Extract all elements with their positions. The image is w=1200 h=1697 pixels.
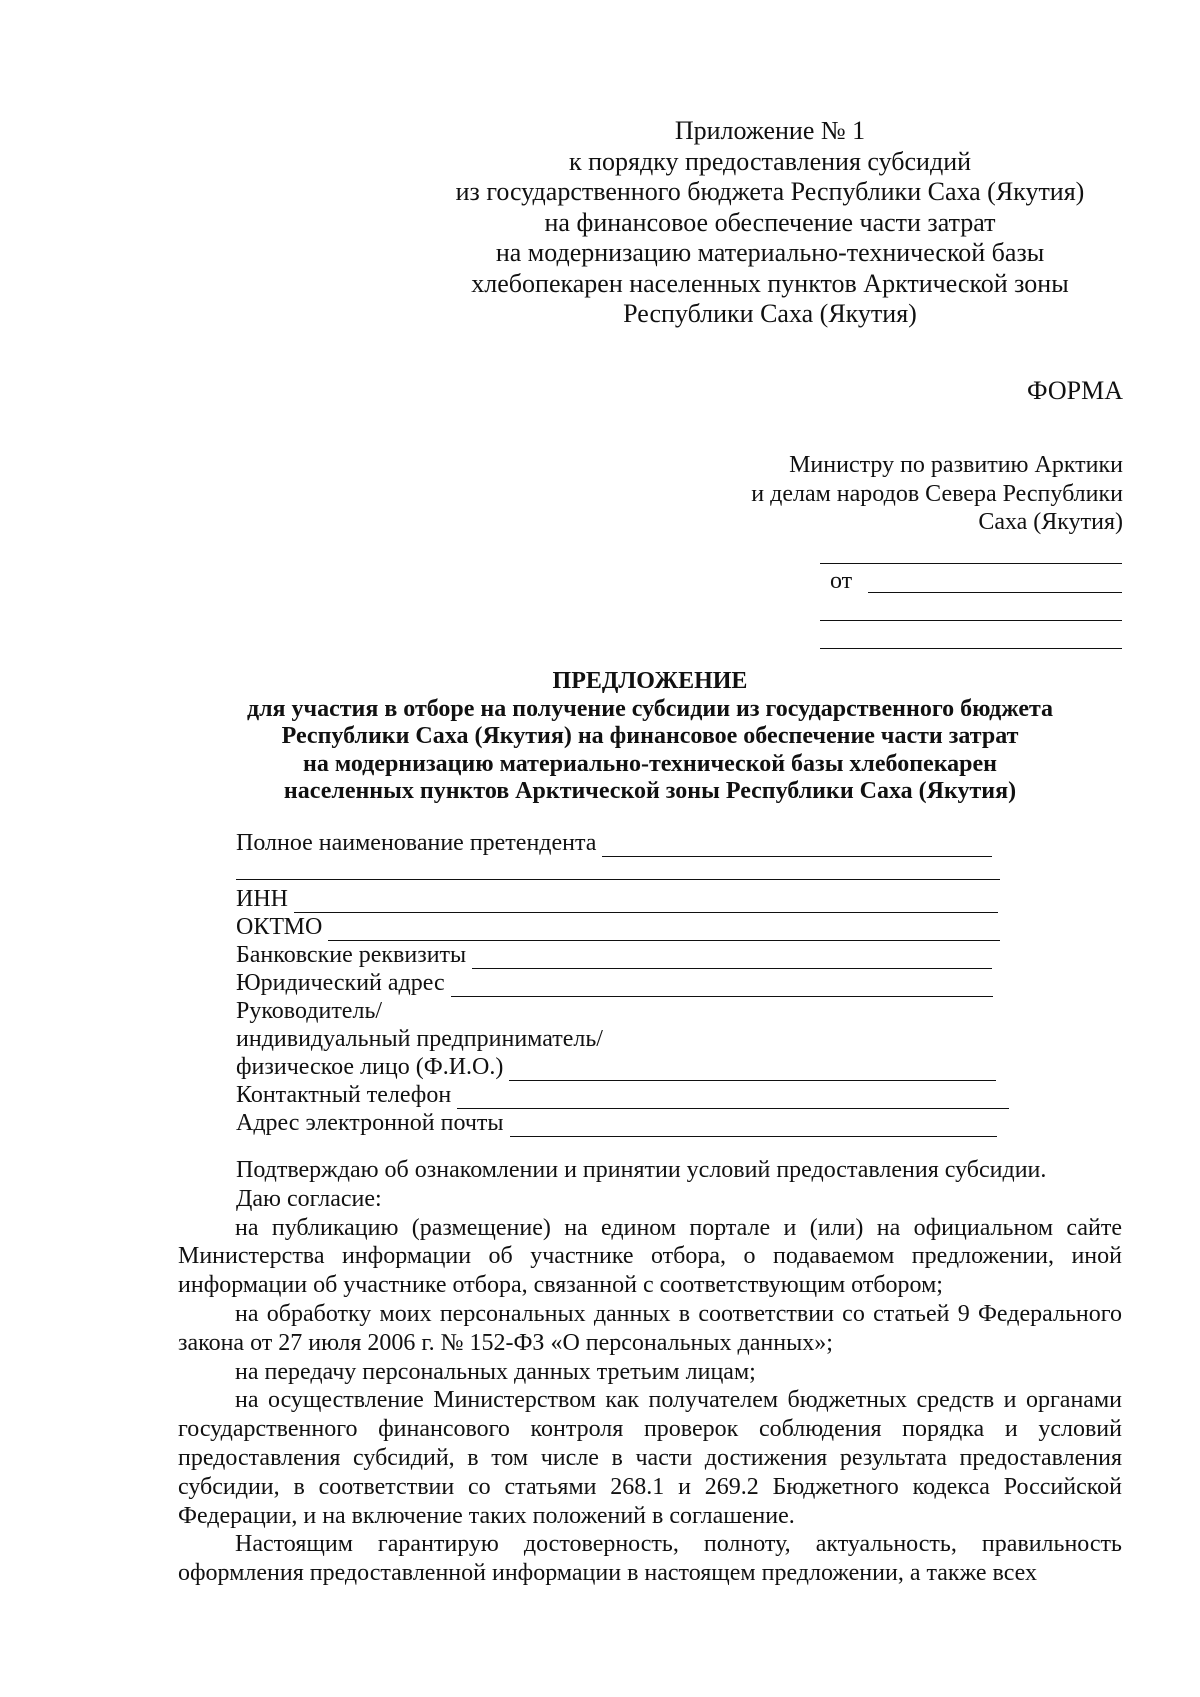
addressee-blank-line [820,563,1122,564]
field-inn [236,885,998,913]
field-label: физическое лицо (Ф.И.О.) [236,1054,504,1080]
consent-paragraph: на передачу персональных данных третьим лицам; [235,1358,756,1385]
full-name-input-line-2[interactable] [236,857,1000,880]
consent-heading: Даю согласие: [236,1185,382,1212]
field-bank [236,941,992,969]
field-label: Контактный телефон [236,1082,452,1108]
field-full-name [236,829,992,857]
field-label: ОКТМО [236,914,323,940]
consent-paragraph: на осуществление Министерством как получателем бюджетных средств и органами государственного финансового контроля проверок соблюдения порядка и условий предоставления субсидий, в том числе в части достижения результата предоставления субсидии, в соответствии со статьями 268.1 и 269.2 Бюджетного кодекса Российской Федерации, и на включение таких положений в соглашение. [178,1387,1122,1529]
legal-address-input-line[interactable] [451,974,993,997]
field-oktmo [236,913,1000,941]
proposal-subtitle-line: для участия в отборе на получение субсидии из государственного бюджета [246,695,1054,722]
inn-input-line[interactable] [294,890,998,913]
field-head-name [236,1053,996,1081]
proposal-subtitle-line: Республики Саха (Якутия) на финансовое обеспечение части затрат [281,723,1019,749]
field-head [236,997,382,1025]
field-label: Юридический адрес [236,970,445,996]
annex-line: на финансовое обеспечение части затрат [544,207,996,237]
consent-body [178,1156,1122,1588]
proposal-subtitle-line: населенных пунктов Арктической зоны Республики Саха (Якутия) [283,778,1017,804]
phone-input-line[interactable] [457,1086,1009,1109]
proposal-title [180,668,1120,806]
consent-paragraph: на публикацию (размещение) на едином портале и (или) на официальном сайте Министерства информации об участнике отбора, о подаваемом предложении, иной информации об участнике отбора, связанной с соответствующим отбором; [178,1214,1122,1299]
head-name-input-line[interactable] [509,1058,996,1081]
consent-paragraph: на обработку моих персональных данных в соответствии со статьей 9 Федерального закона от 27 июля 2006 г. № 152-ФЗ «О персональных данных»; [178,1300,1122,1356]
field-label: Руководитель/ [236,998,383,1024]
from-label: от [830,568,853,594]
annex-line: к порядку предоставления субсидий [568,146,972,176]
addressee-line: и делам народов Севера Республики [751,480,1123,507]
proposal-heading: ПРЕДЛОЖЕНИЕ [552,668,748,694]
field-head-continued [236,1025,603,1053]
full-name-input-line[interactable] [602,834,992,857]
field-phone [236,1081,1009,1109]
annex-line: Приложение № 1 [674,116,866,145]
field-label: Банковские реквизиты [236,942,467,968]
annex-header [380,116,1160,330]
field-email [236,1109,997,1137]
addressee-line: Саха (Якутия) [978,509,1123,535]
bank-input-line[interactable] [472,946,992,969]
email-input-line[interactable] [510,1114,997,1137]
field-full-name-continued [236,857,1000,880]
field-label: индивидуальный предприниматель/ [236,1026,603,1052]
addressee-line: Министру по развитию Арктики [789,452,1123,478]
addressee-blank-line [820,648,1122,649]
from-blank-line [868,592,1122,593]
addressee-blank-line [820,620,1122,621]
annex-line: из государственного бюджета Республики Саха (Якутия) [455,177,1085,206]
field-label: Адрес электронной почты [236,1110,504,1136]
addressee-block [751,451,1123,537]
confirm-text: Подтверждаю об ознакомлении и принятии условий предоставления субсидии. [236,1157,1047,1183]
oktmo-input-line[interactable] [328,918,1000,941]
annex-line: на модернизацию материально-технической базы [495,238,1045,267]
field-label: Полное наименование претендента [236,830,597,856]
field-label: ИНН [236,886,288,912]
form-label: ФОРМА [1027,376,1123,405]
guarantee-paragraph: Настоящим гарантирую достоверность, полноту, актуальность, правильность оформления предоставленной информации в настоящем предложении, а также всех [178,1531,1122,1587]
proposal-subtitle-line: на модернизацию материально-технической базы хлебопекарен [302,750,998,777]
annex-line: Республики Саха (Якутия) [623,299,917,328]
annex-line: хлебопекарен населенных пунктов Арктической зоны [471,268,1069,298]
field-legal-address [236,969,993,997]
